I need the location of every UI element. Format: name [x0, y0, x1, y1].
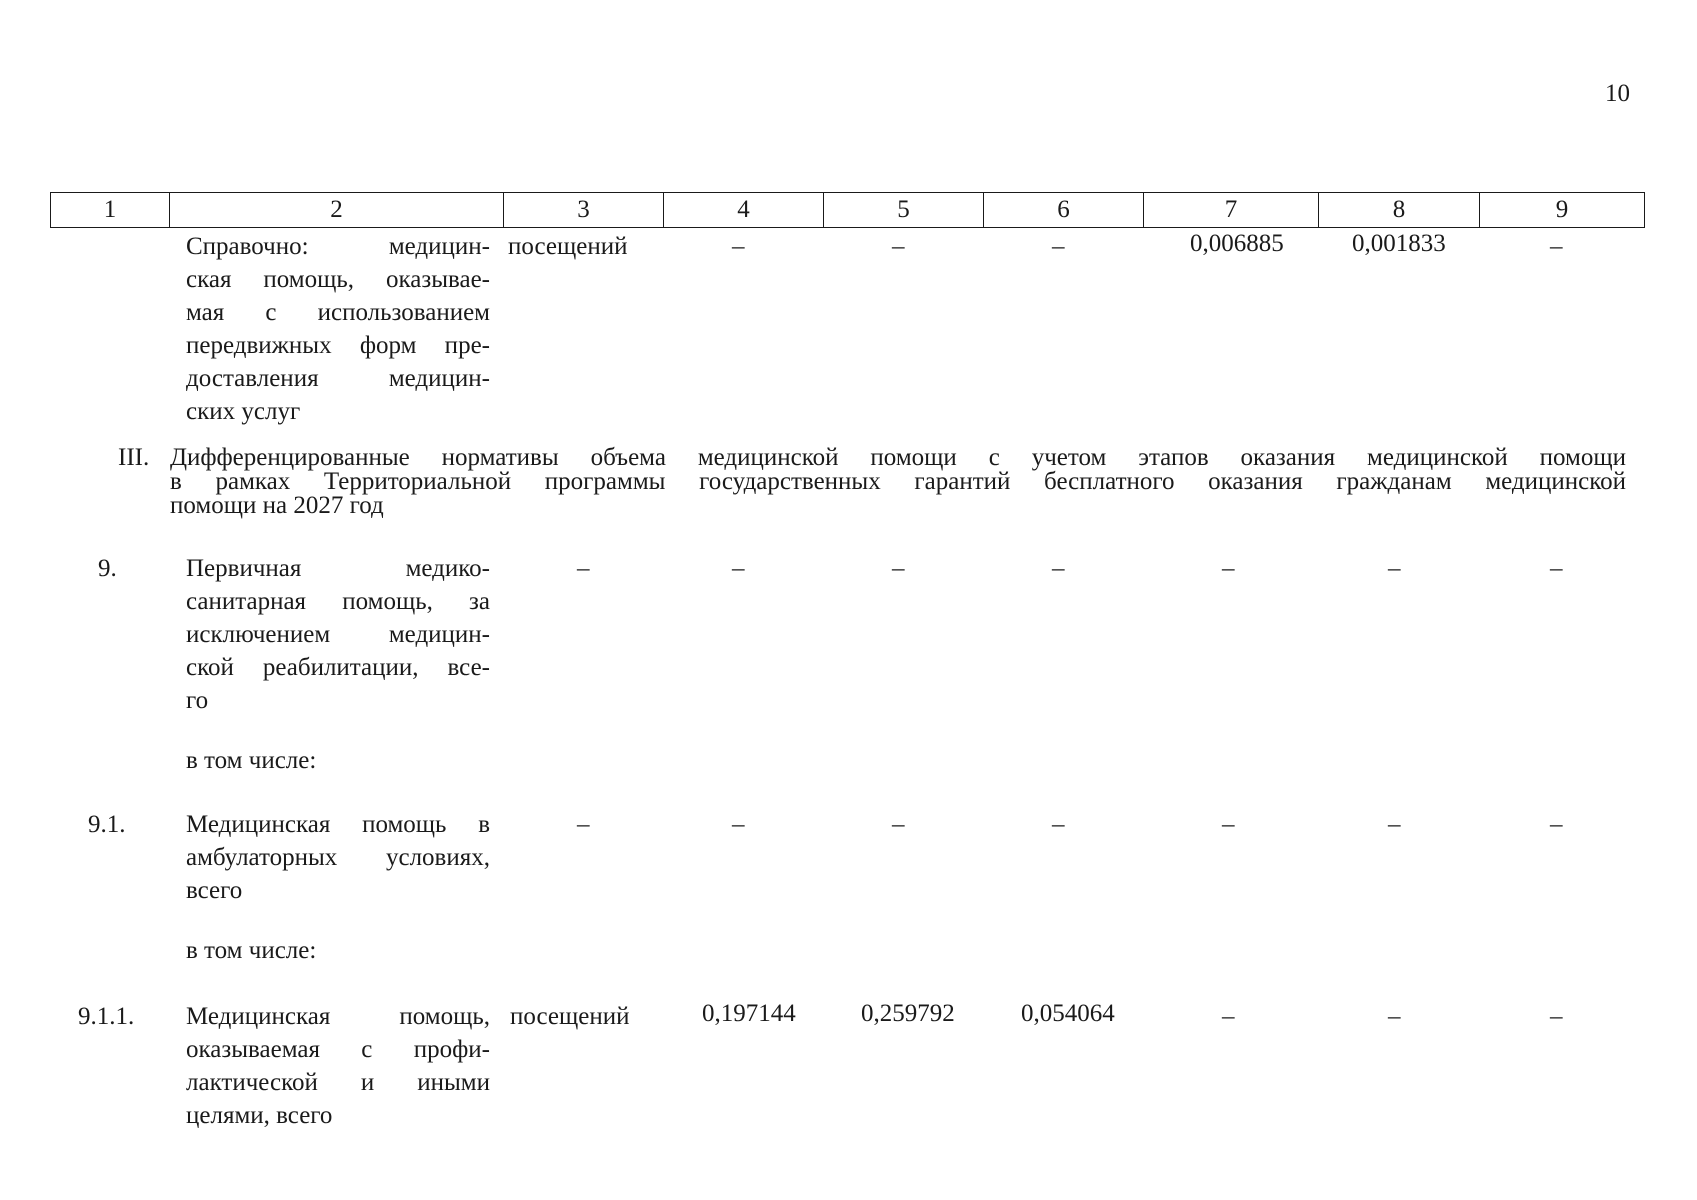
row-9-1-1-col9: –	[1550, 1003, 1563, 1030]
description-line: ских услуг	[186, 398, 301, 425]
section-iii-number: III.	[118, 444, 150, 471]
reference-row-col6: –	[1052, 233, 1065, 260]
reference-row-col7: 0,006885	[1190, 230, 1284, 257]
description-line: амбулаторных условиях,	[186, 844, 490, 871]
description-line: мая с использованием	[186, 299, 490, 326]
row-9-1-col9: –	[1550, 811, 1563, 838]
section-iii-line: Дифференцированные нормативы объема медицинской помощи с учетом этапов оказания медицинской помощи	[170, 444, 1626, 471]
description-line: Первичная медико-	[186, 555, 490, 582]
row-9-col5: –	[892, 555, 905, 582]
section-iii-line: в рамках Территориальной программы государственных гарантий бесплатного оказания гражданам медицинской	[170, 468, 1626, 495]
description-line: го	[186, 687, 209, 714]
row-9-1-description	[186, 808, 490, 907]
column-number-header	[50, 192, 1645, 228]
description-line: передвижных форм пре-	[186, 332, 490, 359]
description-line: исключением медицин-	[186, 621, 490, 648]
row-9-1-1-col7: –	[1222, 1003, 1235, 1030]
row-9-col8: –	[1388, 555, 1401, 582]
description-line: ская помощь, оказывае-	[186, 266, 490, 293]
row-9-1-subitems-label: в том числе:	[186, 937, 317, 964]
section-iii-title	[170, 446, 1626, 518]
header-col-8: 8	[1319, 193, 1480, 228]
reference-row-unit: посещений	[508, 233, 628, 260]
header-col-2: 2	[170, 193, 504, 228]
row-9-1-1-unit: посещений	[510, 1003, 630, 1030]
row-9-subitems-label: в том числе:	[186, 747, 317, 774]
row-9-col3: –	[577, 555, 590, 582]
reference-row-description	[186, 230, 490, 428]
description-line: лактической и иными	[186, 1069, 490, 1096]
header-col-9: 9	[1480, 193, 1645, 228]
row-9-1-col4: –	[732, 811, 745, 838]
row-9-1-1-col4: 0,197144	[702, 1000, 796, 1027]
description-line: целями, всего	[186, 1102, 333, 1129]
header-col-7: 7	[1144, 193, 1319, 228]
reference-row-col8: 0,001833	[1352, 230, 1446, 257]
row-9-1-col6: –	[1052, 811, 1065, 838]
header-col-6: 6	[984, 193, 1144, 228]
row-9-col4: –	[732, 555, 745, 582]
header-col-1: 1	[51, 193, 170, 228]
header-col-4: 4	[664, 193, 824, 228]
reference-row-col9: –	[1550, 233, 1563, 260]
description-line: всего	[186, 877, 243, 904]
row-9-col9: –	[1550, 555, 1563, 582]
row-9-1-1-col5: 0,259792	[861, 1000, 955, 1027]
row-9-1-1-description	[186, 1000, 490, 1132]
header-col-5: 5	[824, 193, 984, 228]
reference-row-col4: –	[732, 233, 745, 260]
row-9-1-number: 9.1.	[88, 811, 126, 838]
row-9-1-1-col8: –	[1388, 1003, 1401, 1030]
section-iii-line: помощи на 2027 год	[170, 492, 384, 519]
description-line: доставления медицин-	[186, 365, 490, 392]
row-9-1-1-number: 9.1.1.	[78, 1003, 135, 1030]
row-9-1-col7: –	[1222, 811, 1235, 838]
row-9-1-col3: –	[577, 811, 590, 838]
description-line: Медицинская помощь в	[186, 811, 490, 838]
row-9-col6: –	[1052, 555, 1065, 582]
header-col-3: 3	[504, 193, 664, 228]
row-9-1-col8: –	[1388, 811, 1401, 838]
description-line: ской реабилитации, все-	[186, 654, 490, 681]
row-9-1-1-col6: 0,054064	[1021, 1000, 1115, 1027]
row-9-col7: –	[1222, 555, 1235, 582]
page-number: 10	[1605, 80, 1630, 107]
row-9-description	[186, 552, 490, 717]
description-line: санитарная помощь, за	[186, 588, 490, 615]
description-line: Медицинская помощь,	[186, 1003, 490, 1030]
row-9-number: 9.	[98, 555, 117, 582]
description-line: Справочно: медицин-	[186, 233, 490, 260]
reference-row-col5: –	[892, 233, 905, 260]
row-9-1-col5: –	[892, 811, 905, 838]
description-line: оказываемая с профи-	[186, 1036, 490, 1063]
